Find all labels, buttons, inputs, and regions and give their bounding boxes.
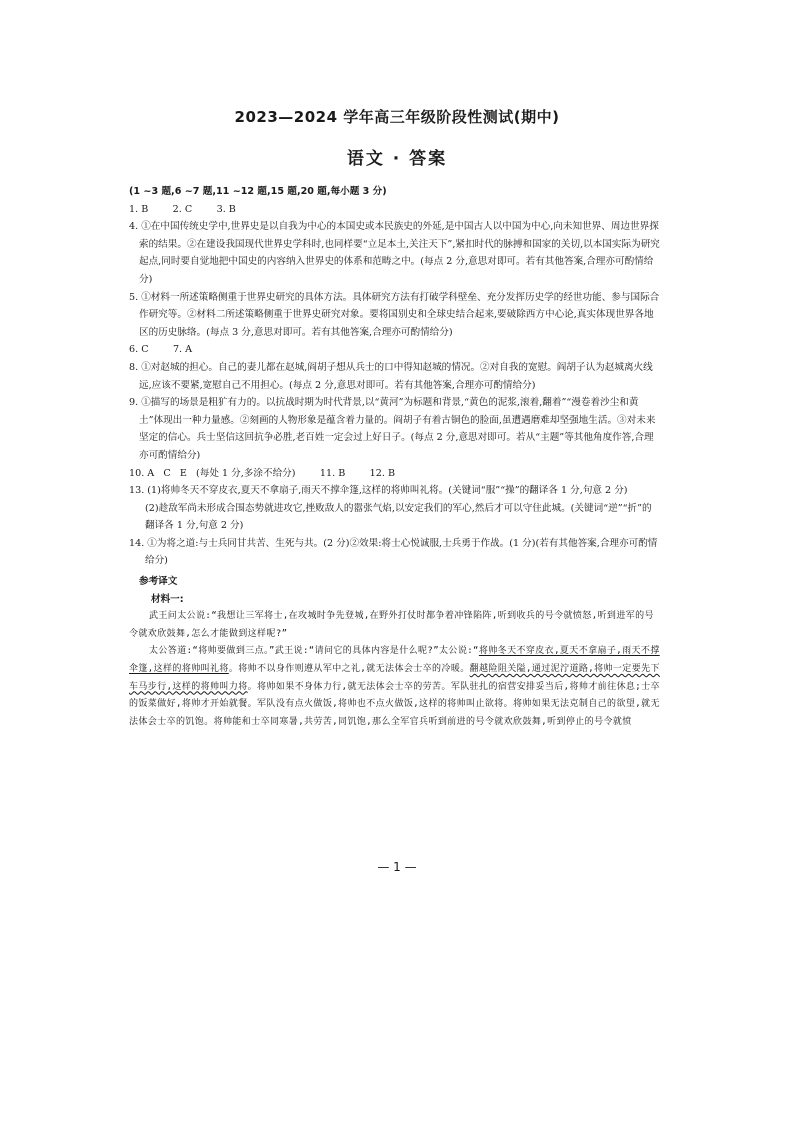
translation-paragraph-1: 武王问太公说:“我想让三军将士,在攻城时争先登城,在野外打仗时都争着冲锋陷阵,听到收兵的号令就愤怒,听到进军的号令就欢欣鼓舞,怎么才能做到这样呢?” [129,611,654,639]
material-one-label: 材料一: [151,593,184,605]
translation-text-b: 。将帅不以身作则遵从军中之礼,就无法体会士卒的冷暖。 [228,664,470,675]
translation-text-a: 太公答道:“将帅要做到三点。”武王说:“请问它的具体内容是什么呢?”太公说:“ [149,646,479,657]
underlined-phrase-li-jiang: 将帅冬天不穿皮衣,夏天不拿扇子,雨天不撑伞篷,这样的将帅叫礼将 [129,646,660,675]
translation-paragraph-2 [129,643,660,731]
answer-q10-12: 10. A C E (每处 1 分,多涂不给分) 11. B 12. B [129,467,396,479]
answer-q5: 5. ①材料一所述策略侧重于世界史研究的具体方法。具体研究方法有打破学科壁垒、充分发挥历史学的经世功能、参与国际合作研究等。②材料二所述策略侧重于世界史研究对象。要将国别史和全球史结合起来,要破除西方中心论,真实体现世界各地区的历史脉络。(每点 3 分,意思对即可。若有其他答案,合理亦可酌情给分) [129,291,660,338]
scoring-note: (1 ~3 题,6 ~7 题,11 ~12 题,15 题,20 题,每小题 3 分) [129,186,387,197]
page-subtitle: 语文 · 答案 [346,149,448,169]
translation-text-c: 。将帅如果不身体力行,就无法体会士卒的劳苦。军队驻扎的宿营安排妥当后,将帅才前往休息;士卒的饭菜做好,将帅才开始就餐。军队没有点火做饭,将帅也不点火做饭,这样的将帅叫止欲将。将帅如果无法克制自己的欲望,就无法体会士卒的饥饱。将帅能和士卒同寒暑,共劳苦,同饥饱,那么全军官兵听到前进的号令就欢欣鼓舞,听到停止的号令就愤 [129,681,660,727]
page-title: 2023—2024 学年高三年级阶段性测试(期中) [234,108,560,126]
answer-content [129,183,660,731]
answer-q13-part2: (2)趁敌军尚未形成合围态势就进攻它,挫败敌人的嚣张气焰,以安定我们的军心,然后才可以守住此城。(关键词“逆”“折”的翻译各 1 分,句意 2 分) [145,502,652,532]
answer-q14: 14. ①为将之道:与士兵同甘共苦、生死与共。(2 分)②效果:将士心悦诚服,士兵勇于作战。(1 分)(若有其他答案,合理亦可酌情给分) [129,537,658,567]
wavy-underlined-phrase-li-jiang: 翻越险阻关隘,通过泥泞道路,将帅一定要先下车马步行,这样的将帅叫力将 [129,664,660,692]
answer-q9: 9. ①描写的场景是粗犷有力的。以抗战时期为时代背景,以“黄河”为标题和背景,“黄色的泥浆,滚着,翻着”“漫卷着沙尘和黄土”体现出一种力量感。②刻画的人物形象是蕴含着力量的。阎胡子有着古铜色的脸面,虽遭遇磨难却坚强地生活。③对未来坚定的信心。兵士坚信这回抗争必胜,老百姓一定会过上好日子。(每点 2 分,意思对即可。若从“主题”等其他角度作答,合理亦可酌情给分) [129,397,656,461]
answer-q1-3: 1. B 2. C 3. B [129,203,236,215]
page-number: — 1 — [377,860,417,874]
answer-q13-part1: 13. (1)将帅冬天不穿皮衣,夏天不拿扇子,雨天不撑伞篷,这样的将帅叫礼将。(关键词“服”“操”的翻译各 1 分,句意 2 分) [129,485,628,497]
answer-q6-7: 6. C 7. A [129,344,193,356]
reference-translation-heading: 参考译文 [139,576,178,588]
answer-q8: 8. ①对赵城的担心。自己的妻儿都在赵城,阎胡子想从兵士的口中得知赵城的情况。②对自我的宽慰。阎胡子认为赵城离火线远,应该不要紧,宽慰自己不用担心。(每点 2 分,意思对即可。若有其他答案,合理亦可酌情给分) [129,361,653,391]
answer-q4: 4. ①在中国传统史学中,世界史是以自我为中心的本国史或本民族史的外延,是中国古人以中国为中心,向未知世界、周边世界探索的结果。②在建设我国现代世界史学科时,也同样要“立足本土,关注天下”,紧扣时代的脉搏和国家的关切,以本国实际为研究起点,同时要自觉地把中国史的内容纳入世界史的体系和范畴之中。(每点 2 分,意思对即可。若有其他答案,合理亦可酌情给分) [129,221,660,285]
